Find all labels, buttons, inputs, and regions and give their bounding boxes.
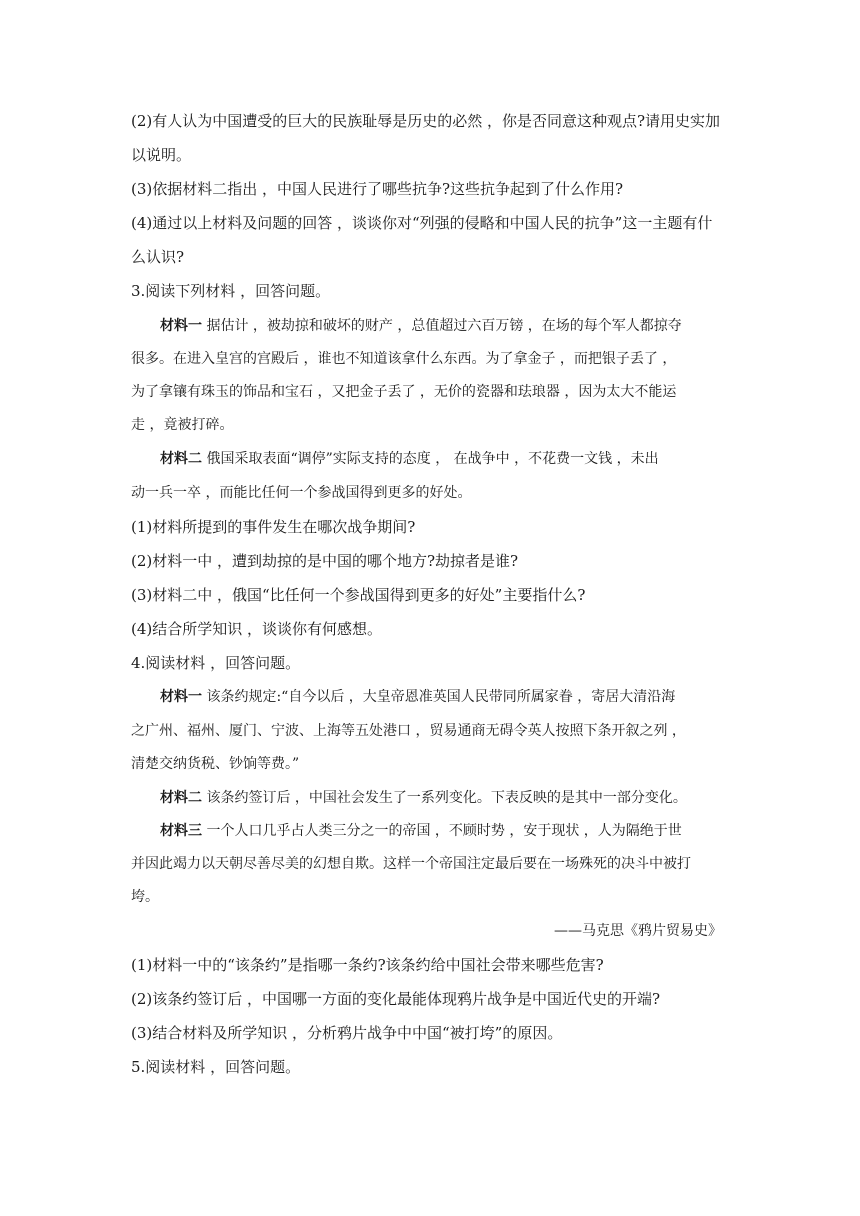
q4-material-3-line-1 — [160, 820, 743, 842]
material-label: 材料一 — [160, 689, 202, 705]
question-4-3: (3)结合材料及所学知识 ，分析鸦片战争中中国“被打垮”的原因。 — [131, 1024, 563, 1042]
q4-material-2-line-1 — [160, 787, 743, 809]
q4-material-1-line-1 — [160, 686, 743, 708]
material-text: 俄国采取表面“调停”实际支持的态度 ， 在战争中 ，不花费一文钱 ，未出 — [202, 451, 659, 467]
q3-material-1-line-1 — [160, 315, 743, 337]
q4-material-3-line-2: 并因此竭力以天朝尽善尽美的幻想自欺。这样一个帝国注定最后要在一场殊死的决斗中被打 — [131, 856, 691, 872]
quote-source: ——马克思《鸦片贸易史》 — [554, 923, 722, 939]
question-2-3: (3)依据材料二指出 ，中国人民进行了哪些抗争?这些抗争起到了什么作用? — [131, 180, 624, 198]
question-3-4: (4)结合所学知识 ，谈谈你有何感想。 — [131, 620, 383, 638]
q4-material-1-line-2: 之广州、福州、厦门、宁波、上海等五处港口 ，贸易通商无碍令英人按照下条开叙之列 ， — [131, 723, 686, 739]
material-label: 材料三 — [160, 823, 202, 839]
material-label: 材料二 — [160, 451, 202, 467]
material-label: 材料一 — [160, 318, 202, 334]
question-2-2-line-2: 以说明。 — [131, 146, 192, 164]
question-3-1: (1)材料所提到的事件发生在哪次战争期间? — [131, 518, 416, 536]
question-2-4-line-2: 么认识? — [131, 248, 185, 266]
q3-material-1-line-4: 走 ，竟被打碎。 — [131, 417, 234, 433]
question-4-2: (2)该条约签订后 ，中国哪一方面的变化最能体现鸦片战争是中国近代史的开端? — [131, 990, 661, 1008]
material-text: 该条约规定:“自今以后 ，大皇帝恩准英国人民带同所属家眷 ，寄居大清沿海 — [202, 689, 676, 705]
q3-material-1-line-2: 很多。在进入皇宫的宫殿后 ，谁也不知道该拿什么东西。为了拿金子 ，而把银子丢了 ， — [131, 351, 677, 367]
q3-material-2-line-1 — [160, 448, 743, 470]
question-3-3: (3)材料二中 ，俄国“比任何一个参战国得到更多的好处”主要指什么? — [131, 586, 586, 604]
question-3-2: (2)材料一中 ，遭到劫掠的是中国的哪个地方?劫掠者是谁? — [131, 552, 519, 570]
question-2-4-line-1: (4)通过以上材料及问题的回答 ，谈谈你对“列强的侵略和中国人民的抗争”这一主题有什 — [131, 214, 713, 232]
q4-material-1-line-3: 清楚交纳货税、钞饷等费。” — [131, 756, 300, 772]
material-label: 材料二 — [160, 790, 202, 806]
q3-material-2-line-2: 动一兵一卒 ，而能比任何一个参战国得到更多的好处。 — [131, 485, 472, 501]
question-4-heading: 4.阅读材料 ，回答问题。 — [131, 654, 301, 672]
question-2-2-line-1: (2)有人认为中国遭受的巨大的民族耻辱是历史的必然 ，你是否同意这种观点?请用史实加 — [131, 112, 721, 130]
question-5-heading: 5.阅读材料 ，回答问题。 — [131, 1058, 301, 1076]
q3-material-1-line-3: 为了拿镶有珠玉的饰品和宝石 ，又把金子丢了 ，无价的瓷器和珐琅器 ，因为太大不能运 — [131, 384, 677, 400]
material-text: 一个人口几乎占人类三分之一的帝国 ，不顾时势 ，安于现状 ，人为隔绝于世 — [202, 823, 682, 839]
q4-material-3-line-3: 垮。 — [131, 889, 159, 905]
question-3-heading: 3.阅读下列材料 ，回答问题。 — [131, 282, 331, 300]
material-text: 据估计 ，被劫掠和破坏的财产 ，总值超过六百万镑 ，在场的每个军人都掠夺 — [202, 318, 682, 334]
material-text: 该条约签订后 ，中国社会发生了一系列变化。下表反映的是其中一部分变化。 — [202, 790, 687, 806]
question-4-1: (1)材料一中的“该条约”是指哪一条约?该条约给中国社会带来哪些危害? — [131, 956, 604, 974]
